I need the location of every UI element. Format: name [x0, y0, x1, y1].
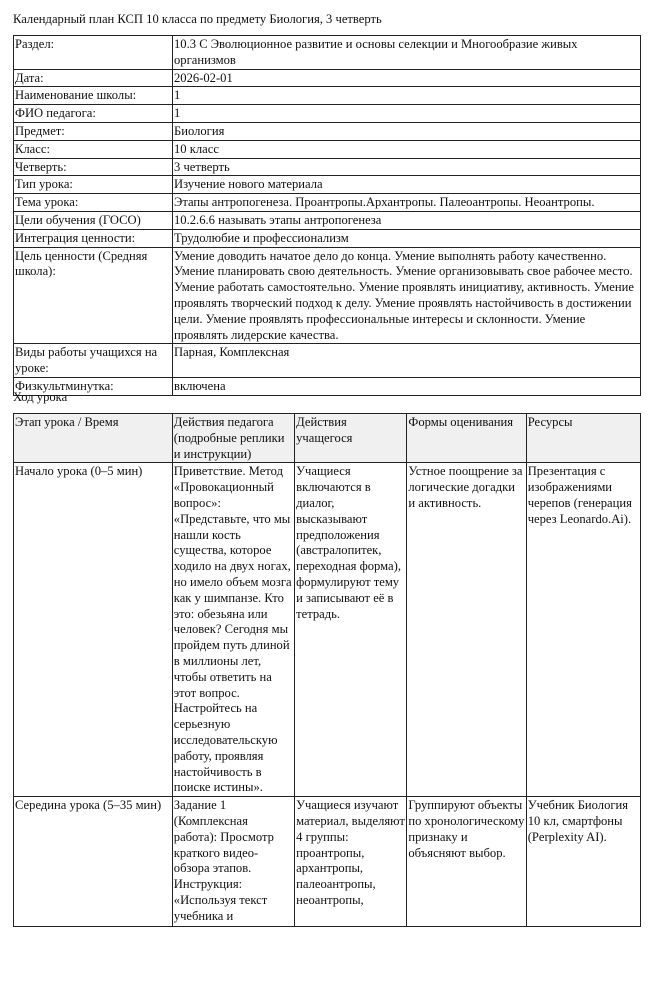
plan-cell-assessment: Группируют объекты по хронологическому признаку и объясняют выбор.: [407, 797, 526, 927]
info-value: 10.2.6.6 называть этапы антропогенеза: [173, 211, 641, 229]
plan-column-header: Ресурсы: [526, 414, 640, 463]
info-label: Тема урока:: [14, 194, 173, 212]
info-label: ФИО педагога:: [14, 105, 173, 123]
info-label: Виды работы учащихся на уроке:: [14, 344, 173, 378]
plan-cell-teacher-actions: Задание 1 (Комплексная работа): Просмотр краткого видео-обзора этапов. Инструкция: «Используя текст учебника и: [172, 797, 294, 927]
plan-header-row: [14, 414, 641, 463]
info-row: [14, 122, 641, 140]
plan-row: [14, 797, 641, 927]
info-value: включена: [173, 377, 641, 395]
info-label: Цель ценности (Средняя школа):: [14, 247, 173, 344]
info-label: Физкультминутка:: [14, 377, 173, 395]
info-label: Тип урока:: [14, 176, 173, 194]
info-label: Наименование школы:: [14, 87, 173, 105]
plan-cell-resources: Презентация с изображениями черепов (генерация через Leonardo.Ai).: [526, 463, 640, 797]
info-row: [14, 211, 641, 229]
info-label: Интеграция ценности:: [14, 229, 173, 247]
plan-cell-student-actions: Учащиеся включаются в диалог, высказывают предположения (австралопитек, переходная форма), формулируют тему и записывают её в тетрадь.: [295, 463, 407, 797]
plan-cell-stage: Середина урока (5–35 мин): [14, 797, 173, 927]
info-label: Предмет:: [14, 122, 173, 140]
info-label: Цели обучения (ГОСО): [14, 211, 173, 229]
info-value: Трудолюбие и профессионализм: [173, 229, 641, 247]
info-row: [14, 36, 641, 70]
info-row: [14, 158, 641, 176]
info-value: Этапы антропогенеза. Проантропы.Архантропы. Палеоантропы. Неоантропы.: [173, 194, 641, 212]
plan-column-header: Формы оценивания: [407, 414, 526, 463]
info-label: Раздел:: [14, 36, 173, 70]
info-label: Класс:: [14, 140, 173, 158]
info-row: [14, 87, 641, 105]
info-row: [14, 140, 641, 158]
info-value: 10.3 С Эволюционное развитие и основы селекции и Многообразие живых организмов: [173, 36, 641, 70]
lesson-info-table: [13, 35, 641, 396]
info-value: 1: [173, 87, 641, 105]
plan-column-header: Этап урока / Время: [14, 414, 173, 463]
info-row: [14, 229, 641, 247]
info-value: 2026-02-01: [173, 69, 641, 87]
info-value: Умение доводить начатое дело до конца. Умение выполнять работу качественно. Умение планировать свою деятельность. Умение организовывать свое рабочее место. Умение работать самостоятельно. Умение проявлять инициативу, активность. Умение проявлять творческий подход к делу. Умение проявлять настойчивость в достижении цели. Умение проявлять профессиональные интересы и склонности. Умение проявлять лидерские качества.: [173, 247, 641, 344]
info-row: [14, 377, 641, 395]
info-label: Четверть:: [14, 158, 173, 176]
info-value: 10 класс: [173, 140, 641, 158]
document-title: Календарный план КСП 10 класса по предмету Биология, 3 четверть: [13, 12, 382, 26]
plan-cell-resources: Учебник Биология 10 кл, смартфоны (Perplexity AI).: [526, 797, 640, 927]
info-value: 3 четверть: [173, 158, 641, 176]
plan-row: [14, 463, 641, 797]
info-label: Дата:: [14, 69, 173, 87]
info-value: Изучение нового материала: [173, 176, 641, 194]
info-row: [14, 247, 641, 344]
plan-column-header: Действия педагога (подробные реплики и инструкции): [172, 414, 294, 463]
plan-cell-teacher-actions: Приветствие. Метод «Провокационный вопрос»: «Представьте, что мы нашли кость существа, которое ходило на двух ногах, но имело объем мозга как у шимпанзе. Кто это: обезьяна или человек? Сегодня мы пройдем путь длиной в миллионы лет, чтобы ответить на этот вопрос. Настройтесь на серьезную исследовательскую работу, проявляя настойчивость в поиске истины».: [172, 463, 294, 797]
info-row: [14, 176, 641, 194]
info-value: Биология: [173, 122, 641, 140]
plan-cell-stage: Начало урока (0–5 мин): [14, 463, 173, 797]
lesson-plan-table: [13, 413, 641, 927]
info-row: [14, 344, 641, 378]
info-row: [14, 105, 641, 123]
plan-cell-student-actions: Учащиеся изучают материал, выделяют 4 группы: проантропы, архантропы, палеоантропы, неоантропы,: [295, 797, 407, 927]
info-value: Парная, Комплексная: [173, 344, 641, 378]
lesson-flow-heading: Ход урока: [13, 390, 68, 404]
plan-cell-assessment: Устное поощрение за логические догадки и активность.: [407, 463, 526, 797]
info-row: [14, 69, 641, 87]
info-row: [14, 194, 641, 212]
plan-column-header: Действия учащегося: [295, 414, 407, 463]
info-value: 1: [173, 105, 641, 123]
